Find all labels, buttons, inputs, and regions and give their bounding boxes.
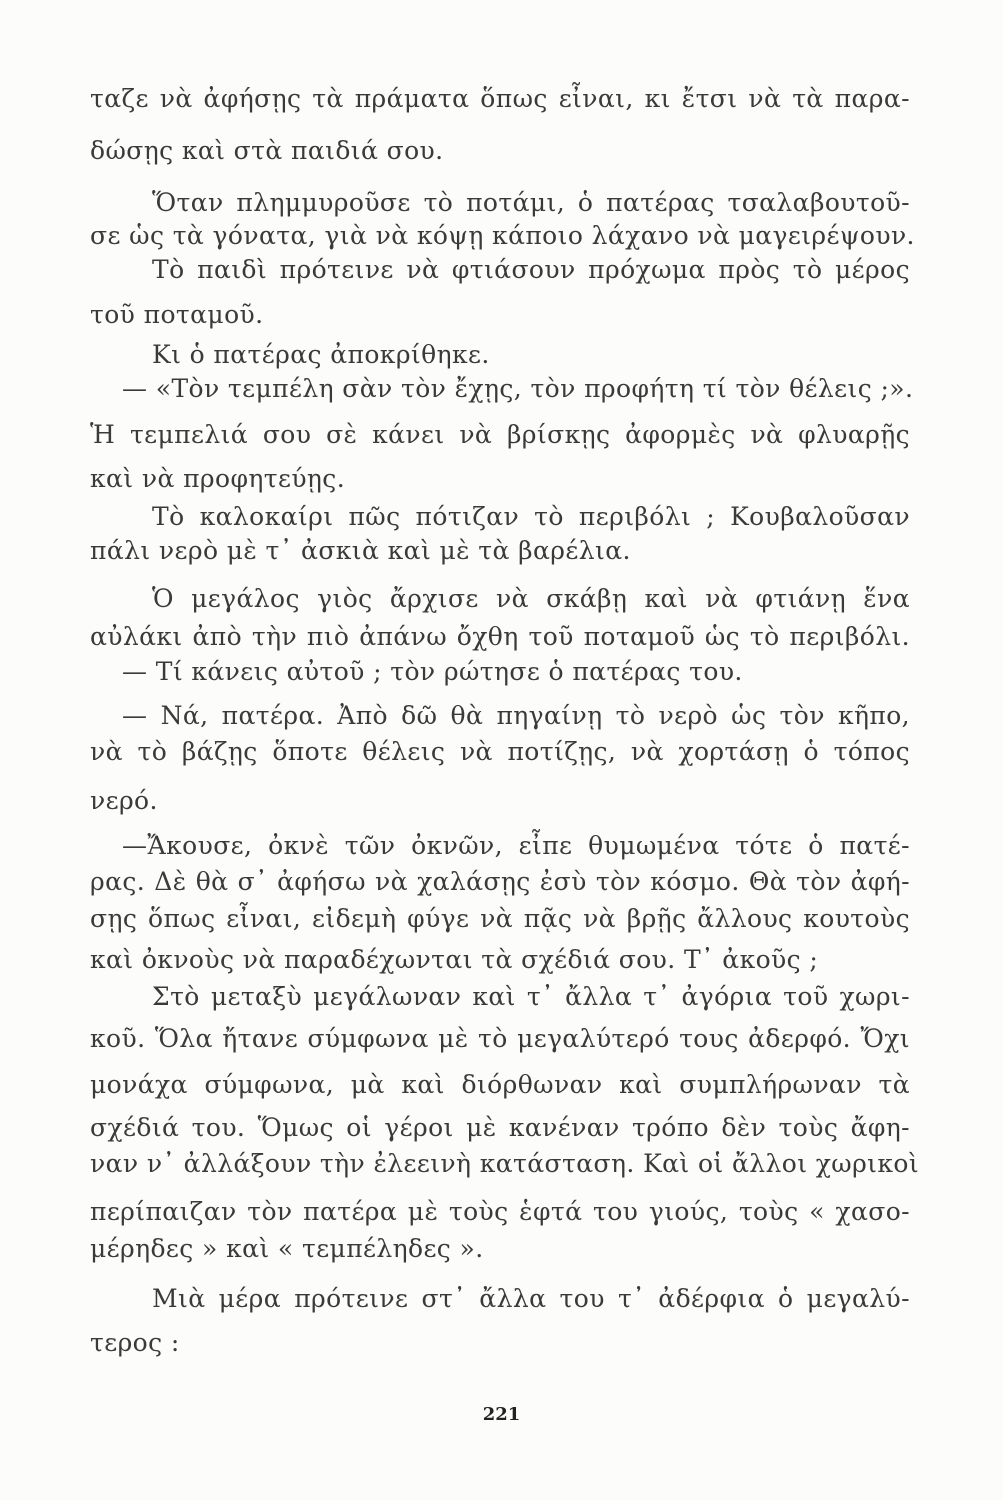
text-line: μονάχα σύμφωνα, μὰ καὶ διόρθωναν καὶ συμπλήρωναν τὰ: [90, 1070, 910, 1099]
text-line: Στὸ μεταξὺ μεγάλωναν καὶ τ᾿ ἄλλα τ᾿ ἀγόρια τοῦ χωρι-: [152, 982, 910, 1011]
text-line: σῃς ὅπως εἶναι, εἰδεμὴ φύγε νὰ πᾷς νὰ βρῇς ἄλλους κουτοὺς: [90, 904, 910, 933]
text-line: Κι ὁ πατέρας ἀποκρίθηκε.: [152, 340, 490, 369]
text-line: Τὸ καλοκαίρι πῶς πότιζαν τὸ περιβόλι ; Κουβαλοῦσαν: [152, 502, 910, 531]
text-line: περίπαιζαν τὸν πατέρα μὲ τοὺς ἑφτά του γιούς, τοὺς « χασο-: [90, 1197, 910, 1226]
text-line: καὶ νὰ προφητεύῃς.: [90, 464, 346, 493]
text-line: κοῦ. Ὅλα ἤτανε σύμφωνα μὲ τὸ μεγαλύτερό τους ἀδερφό. Ὄχι: [90, 1024, 910, 1053]
text-line: Ὁ μεγάλος γιὸς ἄρχισε νὰ σκάβῃ καὶ νὰ φτιάνῃ ἕνα: [152, 584, 910, 613]
text-line: τοῦ ποταμοῦ.: [90, 300, 264, 329]
text-line: Μιὰ μέρα πρότεινε στ᾿ ἄλλα του τ᾿ ἀδέρφια ὁ μεγαλύ-: [152, 1284, 910, 1313]
page-number: 221: [482, 1404, 521, 1425]
text-line: — «Τὸν τεμπέλη σὰν τὸν ἔχῃς, τὸν προφήτη τί τὸν θέλεις ;».: [122, 374, 914, 403]
text-line: αὐλάκι ἀπὸ τὴν πιὸ ἀπάνω ὄχθη τοῦ ποταμοῦ ὡς τὸ περιβόλι.: [90, 622, 910, 651]
text-line: μέρηδες » καὶ « τεμπέληδες ».: [90, 1234, 484, 1263]
text-line: νερό.: [90, 786, 158, 815]
text-line: Τὸ παιδὶ πρότεινε νὰ φτιάσουν πρόχωμα πρὸς τὸ μέρος: [152, 255, 910, 284]
text-line: καὶ ὀκνοὺς νὰ παραδέχωνται τὰ σχέδιά σου. Τ᾿ ἀκοῦς ;: [90, 945, 819, 974]
text-line: νὰ τὸ βάζῃς ὅποτε θέλεις νὰ ποτίζῃς, νὰ χορτάσῃ ὁ τόπος: [90, 737, 910, 766]
text-line: δώσῃς καὶ στὰ παιδιά σου.: [90, 136, 444, 165]
text-line: ρας. Δὲ θὰ σ᾿ ἀφήσω νὰ χαλάσῃς ἐσὺ τὸν κόσμο. Θὰ τὸν ἀφή-: [90, 867, 910, 896]
text-line: Ὅταν πλημμυροῦσε τὸ ποτάμι, ὁ πατέρας τσαλαβουτοῦ-: [152, 188, 910, 217]
text-line: ταζε νὰ ἀφήσῃς τὰ πράματα ὅπως εἶναι, κι ἔτσι νὰ τὰ παρα-: [90, 84, 910, 113]
text-line: — Τί κάνεις αὐτοῦ ; τὸν ρώτησε ὁ πατέρας του.: [122, 657, 743, 686]
text-line: —Ἄκουσε, ὀκνὲ τῶν ὀκνῶν, εἶπε θυμωμένα τότε ὁ πατέ-: [122, 831, 910, 860]
text-line: τερος :: [90, 1328, 180, 1357]
text-line: — Νά, πατέρα. Ἀπὸ δῶ θὰ πηγαίνῃ τὸ νερὸ ὡς τὸν κῆπο,: [122, 701, 910, 730]
text-line: σχέδιά του. Ὅμως οἱ γέροι μὲ κανέναν τρόπο δὲν τοὺς ἄφη-: [90, 1113, 910, 1142]
text-line: σε ὡς τὰ γόνατα, γιὰ νὰ κόψῃ κάποιο λάχανο νὰ μαγειρέψουν.: [90, 221, 915, 250]
text-line: πάλι νερὸ μὲ τ᾿ ἀσκιὰ καὶ μὲ τὰ βαρέλια.: [90, 536, 631, 565]
text-line: Ἡ τεμπελιά σου σὲ κάνει νὰ βρίσκῃς ἀφορμὲς νὰ φλυαρῇς: [90, 420, 910, 449]
text-line: ναν ν᾿ ἀλλάξουν τὴν ἐλεεινὴ κατάσταση. Καὶ οἱ ἄλλοι χωρικοὶ: [90, 1149, 920, 1178]
